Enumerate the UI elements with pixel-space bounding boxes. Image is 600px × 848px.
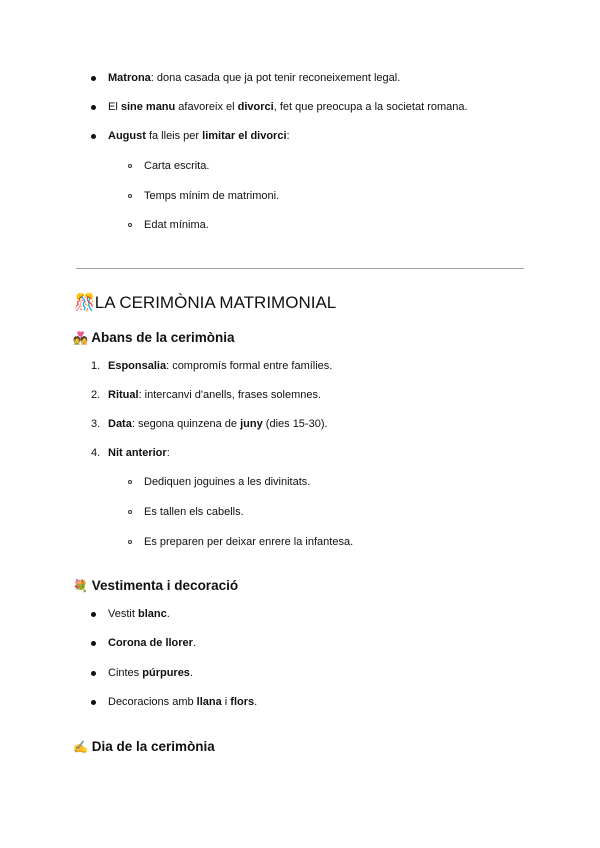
section-title: [74, 292, 336, 314]
text-run: , fet que preocupa a la societat romana.: [273, 101, 468, 113]
text-run: i: [221, 696, 231, 708]
sub-list-item: Carta escrita.: [144, 160, 210, 172]
couple-icon: 💑: [73, 331, 88, 345]
text-run: :: [286, 130, 290, 142]
bold-text: púrpures: [142, 667, 190, 679]
bold-text: Ritual: [108, 389, 139, 401]
numbered-item: [108, 388, 321, 402]
text-run: Cintes: [108, 667, 143, 679]
sub-bullet-circle: [128, 223, 132, 227]
bold-text: Esponsalia: [108, 360, 167, 372]
list-item: [108, 71, 400, 85]
sub-bullet-circle: [128, 540, 132, 544]
sub-list-item: Es preparen per deixar enrere la infantesa.: [144, 536, 354, 548]
bold-text: Nit anterior: [108, 447, 167, 459]
text-run: .: [192, 637, 197, 649]
text-run: : intercanvi d'anells, frases solemnes.: [138, 389, 322, 401]
text-run: (dies 15-30).: [262, 418, 328, 430]
numbered-item: [108, 446, 170, 460]
list-number: 3.: [91, 418, 101, 430]
numbered-item: [108, 359, 332, 373]
bold-text: Corona de llorer: [108, 637, 193, 649]
bold-text: limitar el divorci: [202, 130, 287, 142]
sub-list-item: Dediquen joguines a les divinitats.: [144, 476, 311, 488]
text-run: : compromís formal entre famílies.: [166, 360, 333, 372]
sub-list-item: Edat mínima.: [144, 219, 209, 231]
bullet-dot: [91, 641, 96, 646]
sub-bullet-circle: [128, 510, 132, 514]
bullet-dot: [91, 76, 96, 81]
list-item: [108, 129, 290, 143]
sub-bullet-circle: [128, 194, 132, 198]
section-title-text: LA CERIMÒNIA MATRIMONIAL: [94, 293, 337, 312]
list-number: 2.: [91, 389, 101, 401]
bullet-dot: [91, 134, 96, 139]
text-run: fa lleis per: [145, 130, 203, 142]
text-run: : dona casada que ja pot tenir reconeixement legal.: [150, 72, 401, 84]
text-run: afavoreix el: [175, 101, 238, 113]
text-run: .: [166, 608, 170, 620]
writing-hand-icon: ✍️: [73, 740, 88, 754]
text-run: .: [189, 667, 193, 679]
sub-bullet-circle: [128, 480, 132, 484]
bullet-dot: [91, 612, 96, 617]
subsection-heading: [73, 738, 215, 756]
bullet-dot: [91, 105, 96, 110]
sub-list-item: Es tallen els cabells.: [144, 506, 244, 518]
bullet-dot: [91, 671, 96, 676]
subsection-title: Vestimenta i decoració: [91, 578, 239, 593]
text-run: : segona quinzena de: [131, 418, 241, 430]
text-run: .: [254, 696, 258, 708]
confetti-icon: 🎊: [74, 293, 96, 313]
horizontal-divider: [76, 268, 524, 269]
bold-text: sine manu: [120, 101, 176, 113]
list-item: [108, 100, 468, 114]
text-run: El: [108, 101, 121, 113]
text-run: :: [166, 447, 170, 459]
subsection-heading: [73, 577, 238, 595]
subsection-heading: [73, 329, 235, 347]
subsection-title: Abans de la cerimònia: [91, 330, 235, 345]
bold-text: Data: [108, 418, 132, 430]
bullet-dot: [91, 700, 96, 705]
text-run: Vestit: [108, 608, 138, 620]
list-item: [108, 607, 170, 621]
bold-text: flors: [230, 696, 255, 708]
bouquet-icon: 💐: [73, 579, 88, 593]
sub-bullet-circle: [128, 164, 132, 168]
numbered-item: [108, 417, 328, 431]
list-number: 1.: [91, 360, 101, 372]
sub-list-item: Temps mínim de matrimoni.: [144, 190, 280, 202]
bold-text: divorci: [237, 101, 274, 113]
bold-text: llana: [196, 696, 222, 708]
list-item: [108, 636, 196, 650]
bold-text: August: [108, 130, 146, 142]
list-number: 4.: [91, 447, 101, 459]
subsection-title: Dia de la cerimònia: [91, 739, 215, 754]
list-item: [108, 695, 257, 709]
text-run: Decoracions amb: [108, 696, 197, 708]
bold-text: juny: [240, 418, 263, 430]
list-item: [108, 666, 193, 680]
bold-text: Matrona: [108, 72, 151, 84]
bold-text: blanc: [137, 608, 167, 620]
